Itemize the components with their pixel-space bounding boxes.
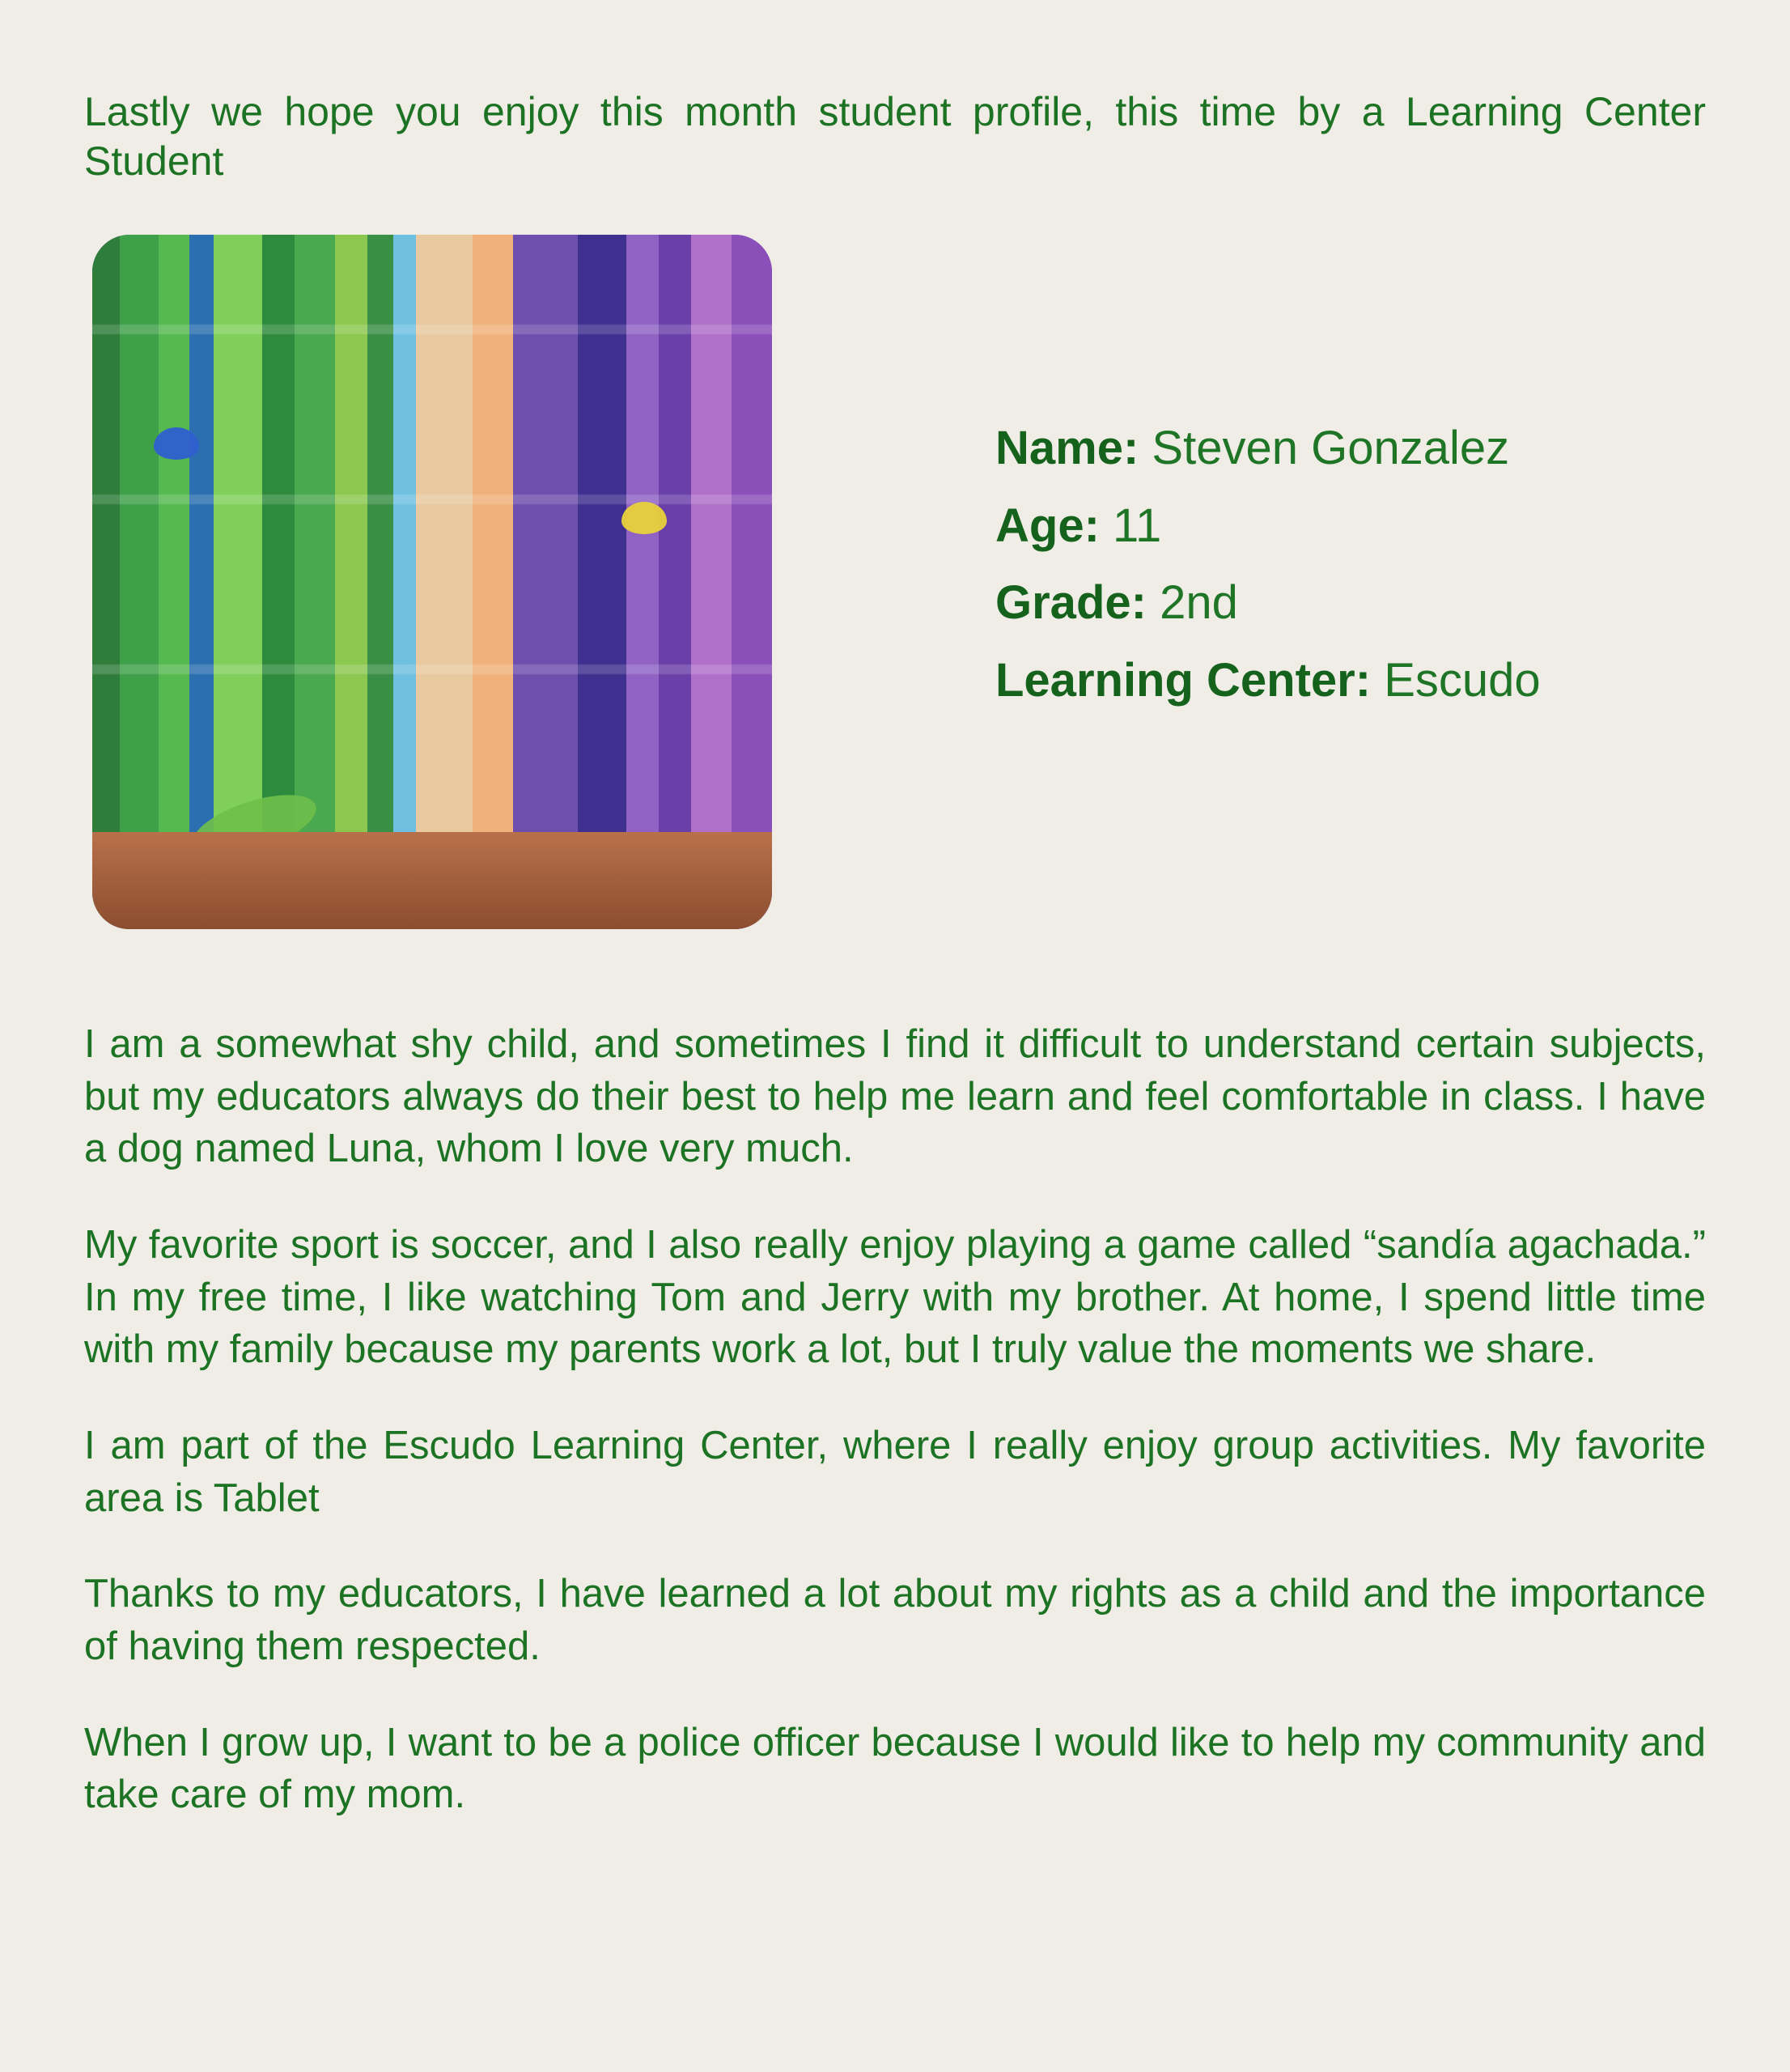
profile-row: [84, 235, 1706, 929]
story-paragraph-3: I am part of the Escudo Learning Center, where I really enjoy group activities. My favorite area is Tablet: [84, 1424, 1706, 1520]
fact-row-age: [995, 492, 1706, 560]
story-paragraph-1: I am a somewhat shy child, and sometimes I find it difficult to understand certain subjects, but my educators always do their best to help me learn and feel comfortable in class. I have a dog named Luna, whom I love very much.: [84, 1022, 1706, 1171]
fact-row-learning-center: [995, 647, 1706, 715]
fact-row-grade: [995, 569, 1706, 637]
butterfly-icon: [621, 502, 667, 534]
mural-highlights: [92, 235, 772, 929]
fact-value-name: Steven Gonzalez: [1152, 422, 1510, 474]
fact-label-learning-center: Learning Center:: [995, 653, 1372, 707]
fact-label-grade: Grade:: [995, 576, 1147, 630]
butterfly-icon: [154, 427, 199, 460]
intro-paragraph: Lastly we hope you enjoy this month student profile, this time by a Learning Center Student: [84, 89, 1706, 184]
fact-row-name: [995, 414, 1706, 482]
student-story: [84, 1018, 1706, 1821]
story-paragraph-2: My favorite sport is soccer, and I also really enjoy playing a game called “sandía agachada.” In my free time, I like watching Tom and Jerry with my brother. At home, I spend little time with my family because my parents work a lot, but I truly value the moments we share.: [84, 1223, 1706, 1372]
student-photo-container: [84, 235, 772, 929]
fact-value-age: 11: [1113, 499, 1162, 552]
student-photo: [92, 235, 772, 929]
fact-label-age: Age:: [995, 499, 1100, 552]
mural-floor: [92, 832, 772, 929]
fact-value-grade: 2nd: [1160, 576, 1238, 630]
story-paragraph-5: When I grow up, I want to be a police officer because I would like to help my community and take care of my mom.: [84, 1720, 1706, 1817]
story-paragraph-4: Thanks to my educators, I have learned a lot about my rights as a child and the importance of having them respected.: [84, 1572, 1706, 1669]
fact-label-name: Name:: [995, 422, 1139, 474]
student-facts: [772, 235, 1706, 724]
fact-value-learning-center: Escudo: [1384, 653, 1541, 707]
